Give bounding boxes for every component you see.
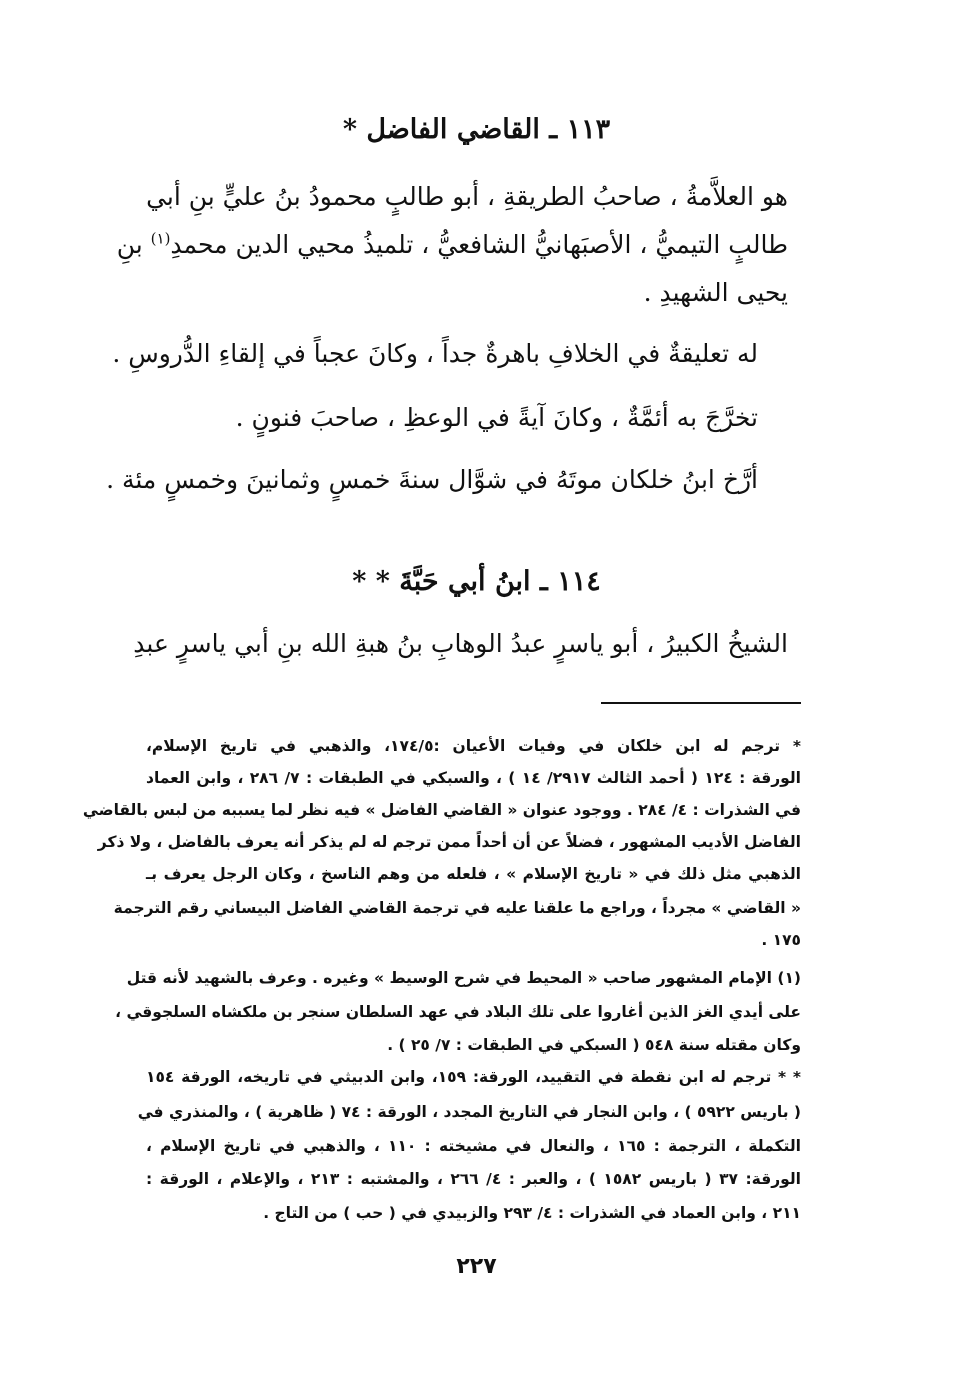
- footnote-star-line4: الفاضل الأديب المشهور ، فضلاً عن أن أحداً ممن ترجم له لم يذكر أنه يعرف بالفاضل ، ولا ذكر: [97, 833, 801, 851]
- entry-113-para1-line2-tail: بنِ: [116, 230, 151, 259]
- footnote-separator: [601, 702, 801, 704]
- footnote-star-line1: * ترجم له ابن خلكان في وفيات الأعيان :١٧٤/٥، والذهبي في تاريخ الإسلام،: [146, 737, 801, 755]
- footnote-starstar-line5: ٢١١ ، وابن العماد في الشذرات : ٤/ ٢٩٣ والزبيدي في ( حب ) من التاج .: [263, 1204, 801, 1222]
- entry-113-para1-line1: هو العلاَّمةُ ، صاحبُ الطريقةِ ، أبو طالبٍ محمودُ بنُ عليٍّ بنِ أبي: [146, 182, 788, 211]
- entry-113-para1-line3: يحيى الشهيدِ .: [643, 278, 788, 307]
- entry-113-heading: ١١٣ ـ القاضي الفاضل *: [342, 114, 611, 145]
- footnote-star-line6: « القاضي » مجرداً ، وراجع ما علقنا عليه في ترجمة القاضي الفاضل البيساني رقم الترجمة: [113, 899, 801, 917]
- footnote-star-line5: الذهبي مثل ذلك في « تاريخ الإسلام » ، فلعله من وهم الناسخ ، وكان الرجل يعرف بـ: [146, 865, 801, 883]
- footnote-starstar-line1: * * ترجم له ابن نقطة في التقييد، الورقة: ١٥٩، وابن الدبيثي في تاريخه، الورقة ١٥٤: [146, 1068, 801, 1086]
- entry-113-para4: أرَّخ ابنُ خلكان موتَهُ في شوَّال سنةَ خمسٍ وثمانينَ وخمسٍ مئة .: [106, 465, 758, 494]
- footnote-star-line3: في الشذرات : ٤/ ٢٨٤ . ووجود عنوان « القاضي الفاضل » فيه نظر لما يسببه من لبس بالقاضي: [82, 801, 801, 819]
- entry-113-para3: تخرَّجَ به أئمَّةٌ ، وكانَ آيةً في الوعظِ ، صاحبَ فنونٍ .: [235, 403, 758, 432]
- footnote-starstar-line3: التكملة ، الترجمة : ١٦٥ ، والنعال في مشيخته : ١١٠ ، والذهبي في تاريخ الإسلام ،: [146, 1137, 801, 1155]
- entry-113-para2: له تعليقةٌ في الخلافِ باهرةٌ جداً ، وكانَ عجباً في إلقاءِ الدُّروسِ .: [112, 339, 758, 368]
- footnote-ref-1: (١): [150, 229, 171, 248]
- entry-114-heading: ١١٤ ـ ابنُ أبي حَبَّةَ * *: [352, 566, 601, 597]
- footnote-starstar-line4: الورقة: ٣٧ ( باريس ١٥٨٢ ) ، والعبر : ٤/ ٢٦٦ ، والمشتبه : ٢١٣ ، والإعلام ، الورقة :: [146, 1170, 801, 1188]
- footnote-star-line2: الورقة : ١٢٤ ( أحمد الثالث ٢٩١٧/ ١٤ ) ، والسبكي في الطبقات : ٧/ ٢٨٦ ، وابن العماد: [146, 769, 801, 787]
- footnote-1-line1: (١) الإمام المشهور صاحب « المحيط في شرح الوسيط » وغيره . وعرف بالشهيد لأنه قتل: [126, 969, 801, 987]
- footnote-1-line3: وكان مقتله سنة ٥٤٨ ( السبكي في الطبقات : ٧/ ٢٥ ) .: [387, 1036, 801, 1054]
- footnote-star-line7: ١٧٥ .: [761, 931, 801, 949]
- entry-113-para1-line2: [116, 227, 788, 263]
- entry-113-para1-line2-text: طالبٍ التيميُّ ، الأصبَهانيُّ الشافعيُّ ، تلميذُ محيي الدين محمدِ: [170, 230, 788, 259]
- entry-114-line1: الشيخُ الكبيرُ ، أبو ياسرٍ عبدُ الوهابِ بنُ هبةِ الله بنِ أبي ياسرٍ عبدِ: [133, 629, 788, 658]
- footnote-starstar-line2: ( باريس ٥٩٢٢ ) ، وابن النجار في التاريخ المجدد ، الورقة : ٧٤ ( ظاهرية ) ، والمنذري في: [137, 1103, 801, 1121]
- footnote-1-line2: على أيدي الغز الذين أغاروا على تلك البلاد في عهد السلطان سنجر بن ملكشاه السلجوقي ،: [115, 1003, 801, 1021]
- page-number: ٢٢٧: [456, 1254, 497, 1279]
